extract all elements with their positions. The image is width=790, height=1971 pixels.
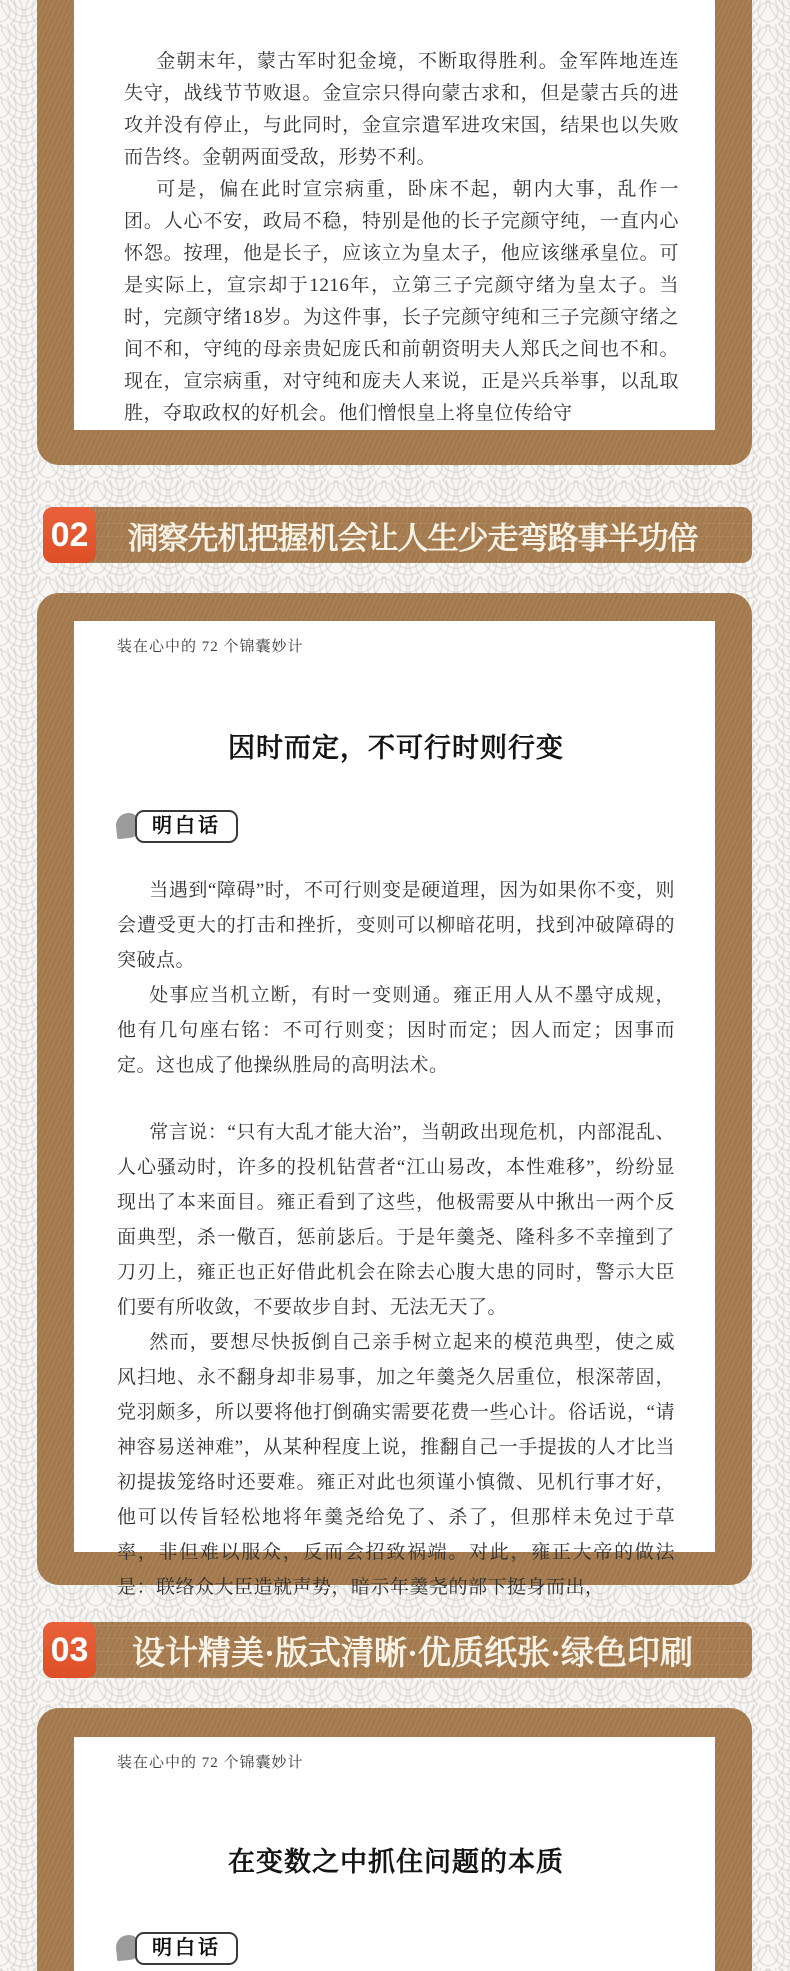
body-paragraph: 可是，偏在此时宣宗病重，卧床不起，朝内大事，乱作一团。人心不安，政局不稳，特别是他的长子完颜守纯，一直内心怀怨。按理，他是长子，应该立为皇太子，他应该继承皇位。可是实际上，宣宗却于1216年，立第三子完颜守绪为皇太子。当时，完颜守绪18岁。为这件事，长子完颜守纯和三子完颜守绪之间不和，守纯的母亲贵妃庞氏和前朝资明夫人郑氏之间也不和。现在，宣宗病重，对守纯和庞夫人来说，正是兴兵举事，以乱取胜，夺取政权的好机会。他们憎恨皇上将皇位传给守 <box>124 179 679 424</box>
section-banner-title: 洞察先机把握机会让人生少走弯路事半功倍 <box>127 520 698 556</box>
highlight-tag-label: 明白话 <box>135 810 238 843</box>
book-page-2 <box>74 621 715 1598</box>
body-paragraph: 常言说：“只有大乱才能大治”，当朝政出现危机，内部混乱、人心骚动时，许多的投机钻营者“江山易改，本性难移”，纷纷显现出了本来面目。雍正看到了这些，他极需要从中揪出一两个反面典型，杀一儆百，惩前毖后。于是年羹尧、隆科多不幸撞到了刀刃上，雍正也正好借此机会在除去心腹大患的同时，警示大臣们要有所收敛，不要故步自封、无法无天了。 <box>117 1122 675 1318</box>
book-page-panel-2 <box>37 593 752 1598</box>
page-title: 因时而定，不可行时则行变 <box>228 733 564 763</box>
highlight-tag-label: 明白话 <box>135 1932 238 1965</box>
body-paragraph: 然而，要想尽快扳倒自己亲手树立起来的模范典型，使之威风扫地、永不翻身却非易事，加之年羹尧久居重位，根深蒂固，党羽颇多，所以要将他打倒确实需要花费一些心计。俗话说，“请神容易送神难”，从某种程度上说，推翻自己一手提拔的人才比当初提拔笼络时还要难。雍正对此也须谨小慎微、见机行事才好，他可以传旨轻松地将年羹尧给免了、杀了，但那样未免过于草率，非但难以服众，反而会招致祸端。对此，雍正大帝的做法是：联络众大臣造就声势，暗示年羹尧的部下挺身而出， <box>117 1332 675 1598</box>
page-header: 装在心中的 72 个锦囊妙计 <box>117 639 304 655</box>
body-paragraph: 金朝末年，蒙古军时犯金境，不断取得胜利。金军阵地连连失守，战线节节败退。金宣宗只得向蒙古求和，但是蒙古兵的进攻并没有停止，与此同时，金宣宗遣军进攻宋国，结果也以失败而告终。金朝两面受敌，形势不利。 <box>124 51 679 168</box>
highlight-tag <box>135 1932 238 1965</box>
section-number-badge: 02 <box>43 507 96 563</box>
section-banner-02 <box>43 507 752 563</box>
page-header: 装在心中的 72 个锦囊妙计 <box>117 1755 304 1771</box>
book-page-3 <box>74 1737 715 1971</box>
section-banner-03 <box>43 1622 752 1678</box>
book-page-1 <box>74 0 715 430</box>
book-page-panel-3 <box>37 1708 752 1971</box>
page-title: 在变数之中抓住问题的本质 <box>228 1847 564 1877</box>
section-number-badge: 03 <box>43 1622 96 1678</box>
section-banner-title: 设计精美·版式清晰·优质纸张·绿色印刷 <box>131 1635 694 1672</box>
highlight-tag <box>135 810 238 843</box>
page-body <box>117 873 675 1605</box>
body-paragraph: 处事应当机立断，有时一变则通。雍正用人从不墨守成规，他有几句座右铭：不可行则变；因时而定；因人而定；因事而定。这也成了他操纵胜局的高明法术。 <box>117 985 675 1076</box>
book-page-panel-1 <box>37 0 752 465</box>
body-paragraph: 当遇到“障碍”时，不可行则变是硬道理，因为如果你不变，则会遭受更大的打击和挫折，变则可以柳暗花明，找到冲破障碍的突破点。 <box>117 880 675 971</box>
